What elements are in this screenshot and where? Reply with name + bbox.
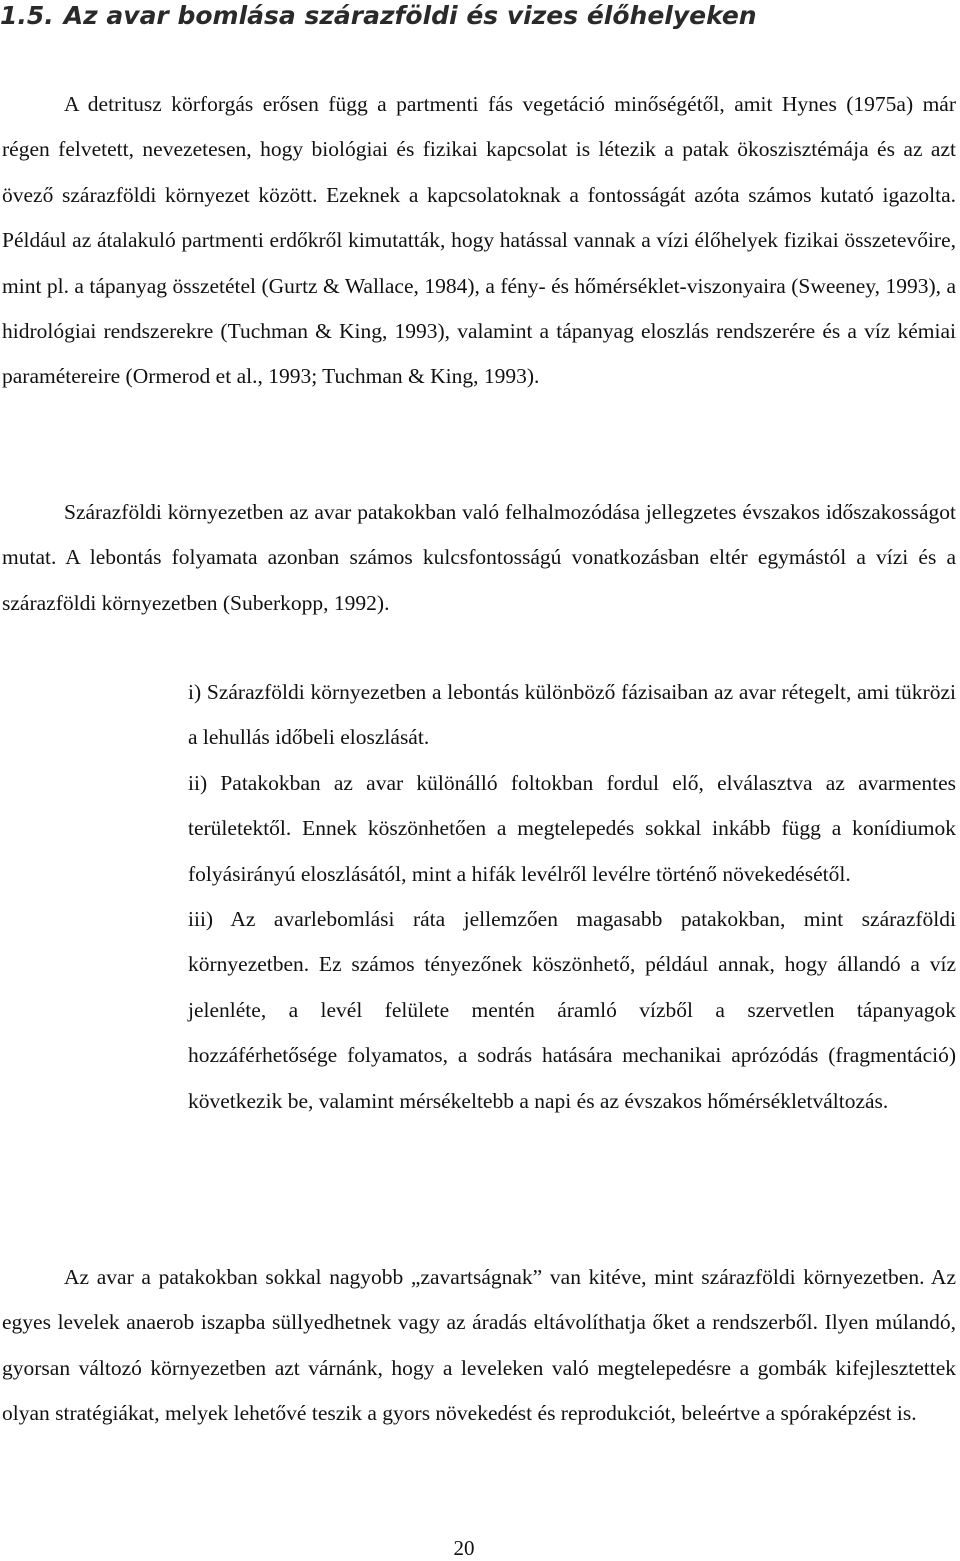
difference-list (188, 670, 956, 1124)
page-number: 20 (453, 1536, 475, 1560)
paragraph-stream-disturbance: Az avar a patakokban sokkal nagyobb „zavartságnak” van kitéve, mint szárazföldi környezetben. Az egyes levelek anaerob iszapba süllyedhetnek vagy az áradás eltávolíthatja őket a rendszerből. Ilyen múlandó, gyorsan változó környezetben azt várnánk, hogy a leveleken való megtelepedésre a gombák kifejlesztettek olyan stratégiákat, melyek lehetővé teszik a gyors növekedést és reprodukciót, beleértve a spóraképzést is. (2, 1265, 956, 1426)
paragraph-detritus-cycle: A detritusz körforgás erősen függ a partmenti fás vegetáció minőségétől, amit Hynes (1975a) már régen felvetett, nevezetesen, hogy biológiai és fizikai kapcsolat is létezik a patak ökoszisztémája és az azt övező szárazföldi környezet között. Ezeknek a kapcsolatoknak a fontosságát azóta számos kutató igazolta. Például az átalakuló partmenti erdőkről kimutatták, hogy hatással vannak a vízi élőhelyek fizikai összetevőire, mint pl. a tápanyag összetétel (Gurtz & Wallace, 1984), a fény- és hőmérséklet-viszonyaira (Sweeney, 1993), a hidrológiai rendszerekre (Tuchman & King, 1993), valamint a tápanyag eloszlás rendszerére és a víz kémiai paramétereire (Ormerod et al., 1993; Tuchman & King, 1993). (2, 92, 956, 389)
list-item-i: i) Szárazföldi környezetben a lebontás különböző fázisaiban az avar rétegelt, ami tükrözi a lehullás időbeli eloszlását. (188, 680, 956, 750)
list-item-ii: ii) Patakokban az avar különálló foltokban fordul elő, elválasztva az avarmentes területektől. Ennek köszönhetően a megtelepedés sokkal inkább függ a konídiumok folyásirányú eloszlásától, mint a hifák levélről levélre történő növekedésétől. (188, 770, 956, 886)
section-title: Az avar bomlása szárazföldi és vizes élőhelyeken (63, 1, 757, 30)
paragraph-terrestrial-accumulation: Szárazföldi környezetben az avar patakokban való felhalmozódása jellegzetes évszakos időszakosságot mutat. A lebontás folyamata azonban számos kulcsfontosságú vonatkozásban eltér egymástól a vízi és a szárazföldi környezetben (Suberkopp, 1992). (2, 500, 956, 615)
section-number: 1.5. (0, 1, 54, 30)
list-item-iii: iii) Az avarlebomlási ráta jellemzően magasabb patakokban, mint szárazföldi környezetben. Ez számos tényezőnek köszönhető, például annak, hogy állandó a víz jelenléte, a levél felülete mentén áramló vízből a szervetlen tápanyagok hozzáférhetősége folyamatos, a sodrás hatására mechanikai aprózódás (fragmentáció) következik be, valamint mérsékeltebb a napi és az évszakos hőmérsékletváltozás. (188, 907, 956, 1113)
section-heading (0, 0, 960, 32)
